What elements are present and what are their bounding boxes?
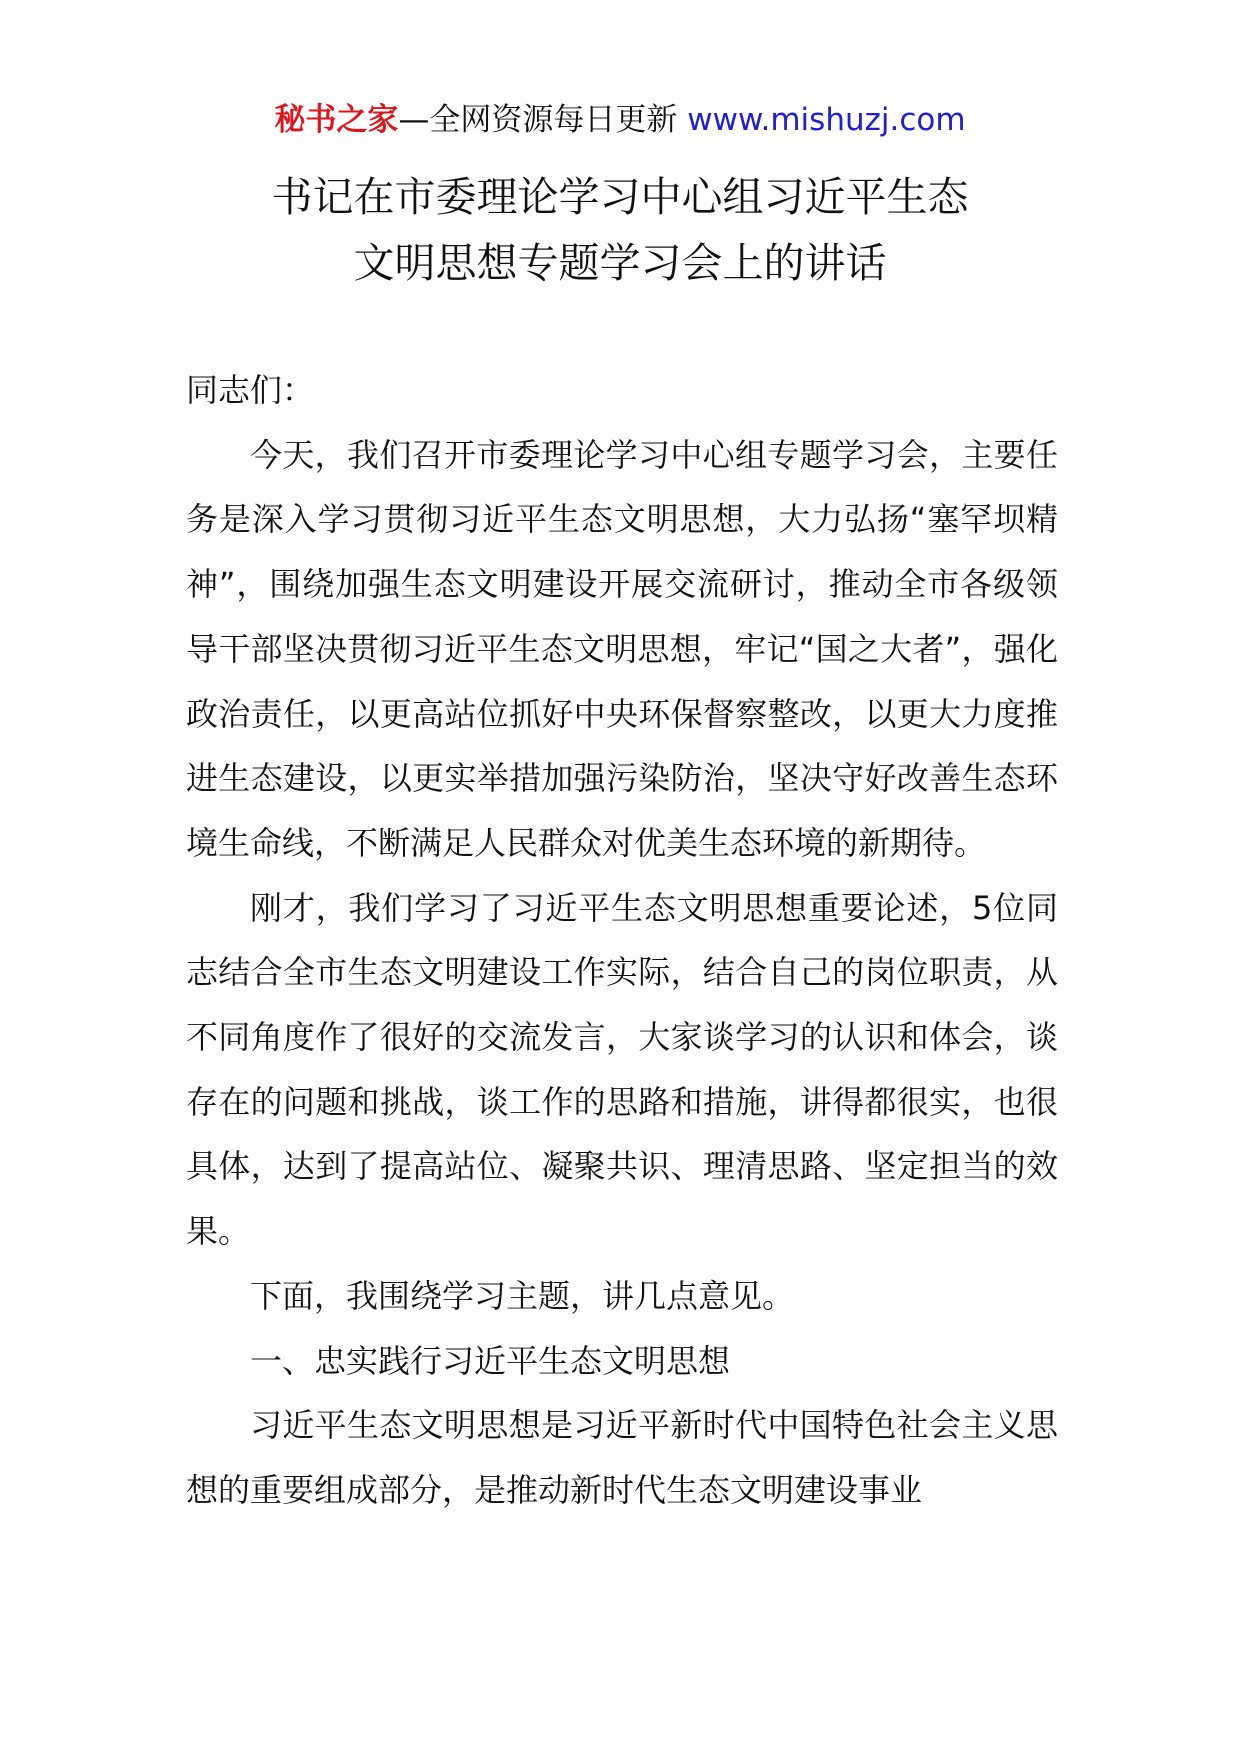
paragraph-opening: 今天，我们召开市委理论学习中心组专题学习会，主要任务是深入学习贯彻习近平生态文明思想，大力弘扬“塞罕坝精神”，围绕加强生态文明建设开展交流研讨，推动全市各级领导干部坚决贯彻习近平生态文明思想，牢记“国之大者”，强化政治责任，以更高站位抓好中央环保督察整改，以更大力度推进生态建设，以更实举措加强污染防治，坚决守好改善生态环境生命线，不断满足人民群众对优美生态环境的新期待。: [186, 435, 1058, 862]
document-title: [0, 164, 1240, 296]
site-header: [0, 98, 1240, 142]
site-url-link[interactable]: www.mishuzj.com: [687, 102, 966, 138]
brand-name: 秘书之家: [274, 102, 399, 138]
header-tagline: —全网资源每日更新: [398, 102, 678, 138]
title-line-1: 书记在市委理论学习中心组习近平生态: [271, 173, 969, 221]
document-body: [186, 358, 1058, 1523]
section-heading-1: 一、忠实践行习近平生态文明思想: [250, 1341, 731, 1380]
salutation: 同志们：: [186, 371, 315, 409]
title-line-2: 文明思想专题学习会上的讲话: [353, 239, 887, 287]
paragraph-transition: 下面，我围绕学习主题，讲几点意见。: [250, 1276, 795, 1315]
paragraph-section-1: 习近平生态文明思想是习近平新时代中国特色社会主义思想的重要组成部分，是推动新时代生态文明建设事业: [186, 1406, 1058, 1509]
paragraph-review: 刚才，我们学习了习近平生态文明思想重要论述，5位同志结合全市生态文明建设工作实际，结合自己的岗位职责，从不同角度作了很好的交流发言，大家谈学习的认识和体会，谈存在的问题和挑战，谈工作的思路和措施，讲得都很实，也很具体，达到了提高站位、凝聚共识、理清思路、坚定担当的效果。: [186, 888, 1058, 1251]
